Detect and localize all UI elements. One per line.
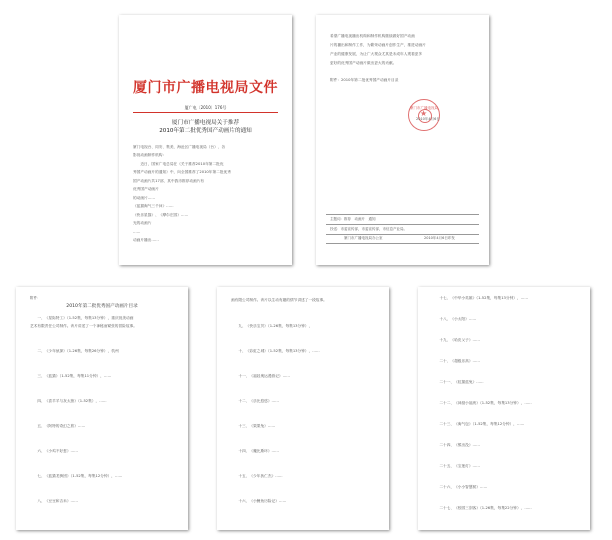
list-item: 五、《阿特的奇幻之旅》…… (30, 424, 86, 428)
list-item: 一、《星际特工》（1-52集，每集13分钟），重庆视美动画 (30, 316, 134, 320)
list-item: 十六、《小鲤鱼历险记》…… (231, 499, 287, 503)
body-line: 更好的优秀国产动画片做出更大的贡献。 (330, 61, 397, 65)
seal-star-icon: ★ (420, 109, 428, 118)
attachment-note: 附件：2010年第二批优秀国产动画片目录 (330, 78, 399, 82)
document-page-3 (16, 287, 188, 530)
body-line: 影视动画制作机构： (133, 153, 167, 157)
divider (326, 243, 479, 244)
list-item: 二十、《超级乐高》…… (432, 359, 480, 363)
list-item: 艺术有限责任公司制作。该片讲述了一个神秘而紧张的冒险故事。 (30, 324, 137, 328)
list-item: 十七、《中华小英雄》（1-52集，每集13分钟），…… (432, 296, 529, 300)
list-item: 二十二、《神厨小福贵》（1-52集，每集13分钟），…… (432, 401, 532, 405)
list-item: 十一、《福娃奥运漫游记》…… (231, 374, 290, 378)
signing-date: 2010年4月6日 (416, 117, 440, 121)
red-header-title: 厦门市广播电视局文件 (133, 80, 278, 96)
list-item: 八、《豆豆和吉米》…… (30, 499, 78, 503)
document-page-5 (418, 287, 590, 530)
list-item: 二十一、《虹猫蓝兔》…… (432, 380, 484, 384)
body-line: …… (133, 230, 141, 234)
body-line: 近日，国家广电总局在《关于推荐2010年第二批优 (133, 162, 224, 166)
body-line: 光的动画片 (133, 221, 152, 225)
list-title: 2010年第二批优秀国产动画片目录 (66, 304, 138, 309)
list-item: 十八、《小太阳》…… (432, 317, 477, 321)
list-item: 十五、《少年狄仁杰》…… (231, 474, 283, 478)
body-line: 优秀国产动画片 (133, 187, 159, 191)
issuer: 厦门市广播电视局办公室 (344, 236, 383, 240)
list-item: 二十三、《淘气包》（1-52集，每集12分钟），…… (432, 422, 525, 426)
divider (326, 234, 479, 235)
list-item: 二十七、《校园三剑客》（1-26集，每集22分钟），…… (432, 506, 532, 510)
list-item: 十三、《果果兔》…… (231, 424, 276, 428)
list-item: 二十六、《小小智慧树》…… (432, 485, 488, 489)
list-item: 七、《蓝猫龙骑团》（1-52集，每集12分钟），…… (30, 474, 123, 478)
body-line: 希望广播电视播出机构和制作机构继续做好国产动画 (330, 34, 415, 38)
list-item: 十九、《哈皮父子》…… (432, 338, 480, 342)
body-line: 秀国产动画片的通知》中，向全国推荐了2010年第二批优秀 (133, 170, 231, 174)
official-seal (408, 99, 440, 131)
body-line: 国产动画片共17部，其中我市推荐动画片有 (133, 179, 205, 183)
document-page-4 (217, 287, 389, 530)
body-line: 片的播出和制作工作，为繁荣动画片创作生产，推进动画片 (330, 43, 426, 47)
attachment-label: 附件： (30, 296, 41, 300)
issue-date: 2010年4月6日印发 (424, 236, 455, 240)
body-line: 《快乐星猫》、《摩尔庄园》…… (133, 213, 189, 217)
divider (326, 224, 479, 225)
subject-line-2: 2010年第二批优秀国产动画片的通知 (159, 128, 252, 134)
body-line: 产业的健康发展，为让广大观众尤其是未成年人观看更多 (330, 52, 423, 56)
list-item: 十二、《乐比悠悠》…… (231, 399, 279, 403)
seal-text: 厦门市广播电视局 (410, 106, 438, 110)
subject-line-1: 厦门市广播电视局关于推荐 (171, 120, 240, 126)
list-item: 二十五、《宝莲灯》…… (432, 464, 480, 468)
body-line: 的动画片…… (133, 196, 156, 200)
body-line: 《蓝猫淘气三千问》…… (133, 204, 174, 208)
list-item: 十、《彩虹之城》（1-52集，每集13分钟），…… (231, 349, 320, 353)
body-line: 厦门电视台、同安、集美、海沧区广播电视局（台）、各 (133, 145, 226, 149)
list-item: 九、《快乐宝贝》（1-26集，每集13分钟）， (231, 324, 313, 328)
list-item: 六、《小鸡不好惹》…… (30, 449, 78, 453)
divider (326, 214, 479, 215)
list-item: 三、《蓝猫》（1-52集，每集11分钟），…… (30, 374, 112, 378)
list-item: 画有限公司制作。该片以生动有趣的情节讲述了一段故事。 (231, 298, 327, 302)
keywords: 主题词：推荐 动画片 通知 (330, 217, 376, 221)
list-item: 二十四、《熊出没》…… (432, 443, 480, 447)
red-divider (133, 112, 278, 113)
cc-list: 抄送：市委宣传部，市委宣传部，市信息产业局。 (330, 227, 407, 231)
document-number: 厦广电〔2010〕176号 (184, 105, 227, 110)
list-item: 四、《喜羊羊与灰太狼》（1-52集），…… (30, 399, 107, 403)
body-line: 动画片播出…… (133, 238, 159, 242)
list-item: 二、《少年侦探》（1-26集，每集26分钟），杭州 (30, 349, 119, 353)
document-page-1 (119, 15, 292, 265)
list-item: 十四、《魔比斯环》…… (231, 449, 279, 453)
document-page-2 (316, 15, 489, 265)
